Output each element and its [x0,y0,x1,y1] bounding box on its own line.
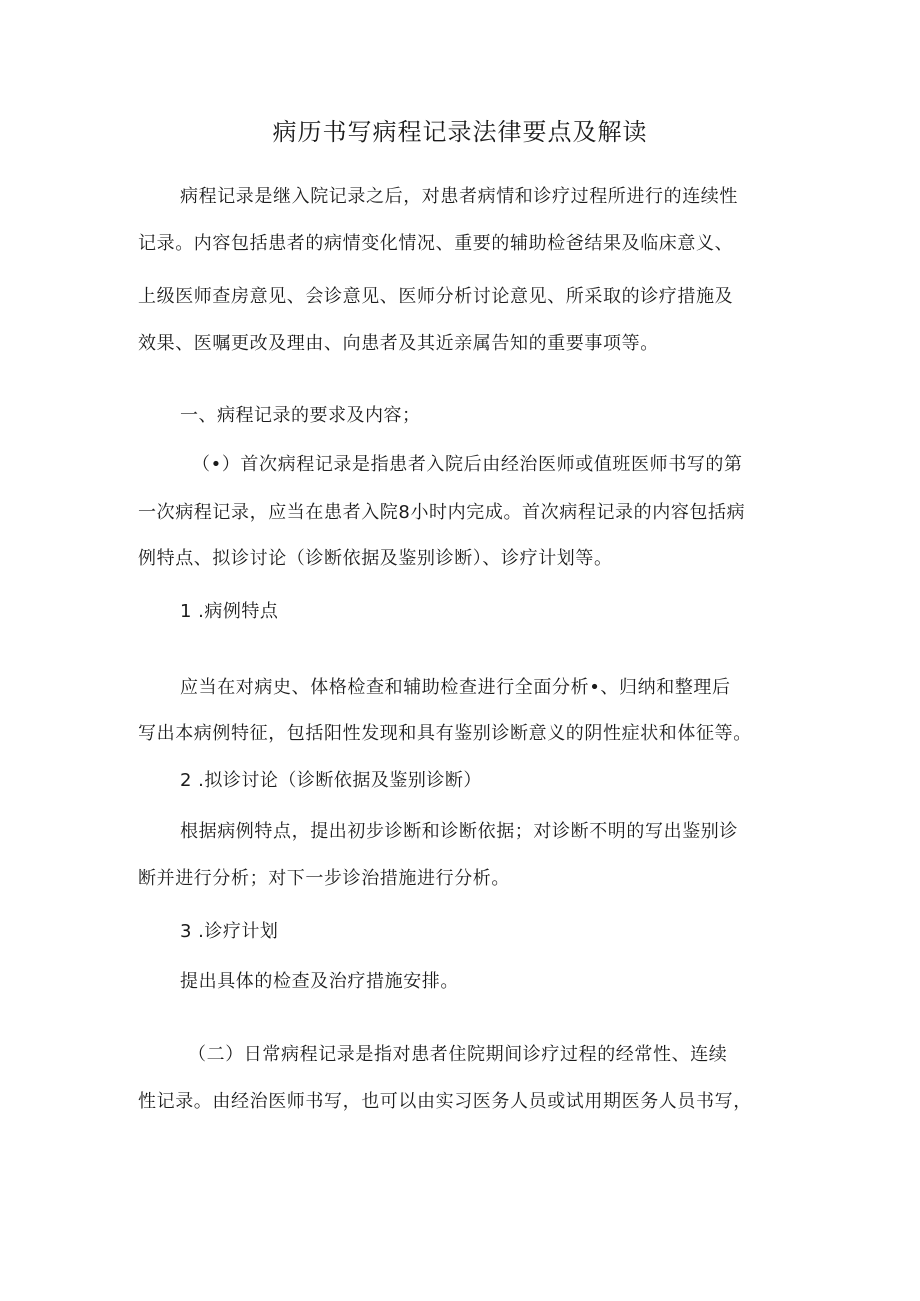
subsection-2-line-2: 性记录。由经治医师书写，也可以由实习医务人员或试用期医务人员书写， [138,1091,752,1112]
subsection-1-line-3: 例特点、拟诊讨论（诊断依据及鉴别诊断）、诊疗计划等。 [138,548,613,569]
item-2-line-2: 断并进行分析；对下一步诊治措施进行分析。 [138,868,510,889]
intro-line-3: 上级医师查房意见、会诊意见、医师分析讨论意见、所采取的诊疗措施及 [138,286,734,307]
item-1-line-2: 写出本病例特征，包括阳性发现和具有鉴别诊断意义的阴性症状和体征等。 [138,723,752,744]
item-1-heading: 1 .病例特点 [180,601,279,622]
subsection-1-line-2: 一次病程记录，应当在患者入院8小时内完成。首次病程记录的内容包括病 [138,502,746,523]
intro-line-1: 病程记录是继入院记录之后，对患者病情和诊疗过程所进行的连续性 [180,186,738,207]
item-1-line-1: 应当在对病史、体格检查和辅助检查进行全面分析•、归纳和整理后 [180,677,731,698]
page-title: 病历书写病程记录法律要点及解读 [272,118,648,146]
intro-line-4: 效果、医嘱更改及理由、向患者及其近亲属告知的重要事项等。 [138,333,659,354]
item-3-heading: 3 .诊疗计划 [180,921,279,942]
item-3-line-1: 提出具体的检查及治疗措施安排。 [180,971,459,992]
intro-line-2: 记录。内容包括患者的病情变化情况、重要的辅助检爸结果及临床意义、 [138,233,734,254]
subsection-1-line-1: （•）首次病程记录是指患者入院后由经治医师或值班医师书写的第 [192,454,743,475]
subsection-2-line-1: （二）日常病程记录是指对患者住院期间诊疗过程的经常性、连续 [188,1044,728,1065]
item-2-heading: 2 .拟诊讨论（诊断依据及鉴别诊断） [180,770,482,791]
item-2-line-1: 根据病例特点，提出初步诊断和诊断依据；对诊断不明的写出鉴别诊 [180,821,738,842]
section-heading-1: 一、病程记录的要求及内容； [180,405,421,426]
